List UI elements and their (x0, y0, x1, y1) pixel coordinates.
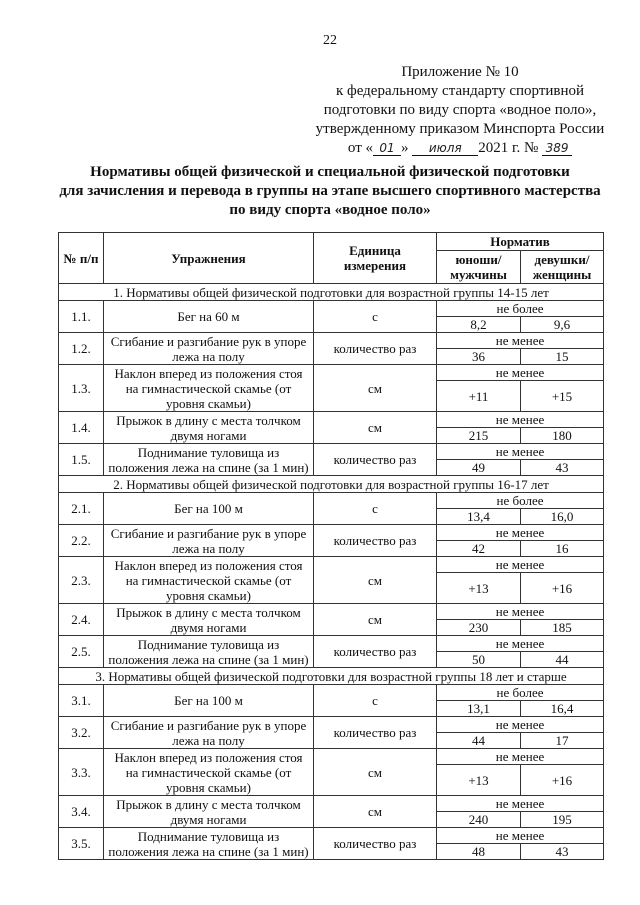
exercise-name: Бег на 60 м (104, 301, 314, 333)
section-row (59, 668, 604, 685)
unit: количество раз (314, 525, 437, 557)
header-female: девушки/ женщины (521, 251, 604, 284)
unit: с (314, 301, 437, 333)
female-value: +16 (521, 765, 604, 796)
unit: см (314, 604, 437, 636)
date-mid: » (401, 140, 409, 156)
unit: с (314, 685, 437, 717)
female-value: 17 (521, 733, 604, 749)
male-value: 215 (437, 428, 521, 444)
row-number: 3.5. (59, 828, 104, 860)
female-value: 9,6 (521, 317, 604, 333)
table-row (59, 444, 604, 460)
row-number: 3.4. (59, 796, 104, 828)
exercise-name: Прыжок в длину с места толчком двумя ногами (104, 796, 314, 828)
appendix-line-2: к федеральному стандарту спортивной (335, 83, 585, 99)
row-number: 2.1. (59, 493, 104, 525)
female-value: 44 (521, 652, 604, 668)
section-title: 3. Нормативы общей физической подготовки для возрастной группы 18 лет и старше (59, 668, 604, 685)
title-line-3: по виду спорта «водное поло» (229, 202, 431, 218)
appendix-line-3: подготовки по виду спорта «водное поло», (323, 102, 597, 118)
exercise-name: Наклон вперед из положения стоя на гимнастической скамье (от уровня скамьи) (104, 749, 314, 796)
condition: не менее (437, 796, 604, 812)
date-prefix: от « (347, 140, 374, 156)
condition: не менее (437, 525, 604, 541)
appendix-date-line (300, 139, 620, 158)
condition: не менее (437, 828, 604, 844)
row-number: 1.4. (59, 412, 104, 444)
male-value: 42 (437, 541, 521, 557)
condition: не более (437, 685, 604, 701)
exercise-name: Бег на 100 м (104, 493, 314, 525)
male-value: 230 (437, 620, 521, 636)
document-title (40, 163, 620, 220)
table-row (59, 828, 604, 844)
row-number: 2.3. (59, 557, 104, 604)
appendix-line-4: утвержденному приказом Минспорта России (315, 121, 605, 137)
handwritten-order-number: 389 (542, 141, 572, 156)
table-row (59, 301, 604, 317)
condition: не менее (437, 636, 604, 652)
exercise-name: Сгибание и разгибание рук в упоре лежа на полу (104, 525, 314, 557)
header-male: юноши/ мужчины (437, 251, 521, 284)
section-title: 1. Нормативы общей физической подготовки для возрастной группы 14-15 лет (59, 284, 604, 301)
unit: с (314, 493, 437, 525)
exercise-name: Поднимание туловища из положения лежа на спине (за 1 мин) (104, 444, 314, 476)
row-number: 1.1. (59, 301, 104, 333)
unit: количество раз (314, 828, 437, 860)
condition: не более (437, 301, 604, 317)
table-row (59, 717, 604, 733)
norms-body (59, 284, 604, 860)
exercise-name: Прыжок в длину с места толчком двумя ногами (104, 412, 314, 444)
exercise-name: Наклон вперед из положения стоя на гимнастической скамье (от уровня скамьи) (104, 365, 314, 412)
unit: количество раз (314, 636, 437, 668)
male-value: +13 (437, 765, 521, 796)
year-text: 2021 г. № (478, 140, 539, 156)
female-value: 15 (521, 349, 604, 365)
male-value: 36 (437, 349, 521, 365)
female-value: 16 (521, 541, 604, 557)
table-row (59, 636, 604, 652)
table-row (59, 493, 604, 509)
male-value: 13,4 (437, 509, 521, 525)
condition: не менее (437, 412, 604, 428)
female-value: +15 (521, 381, 604, 412)
norms-table (58, 232, 604, 860)
unit: см (314, 749, 437, 796)
male-value: 50 (437, 652, 521, 668)
male-value: 44 (437, 733, 521, 749)
table-row (59, 365, 604, 381)
table-row (59, 557, 604, 573)
table-row (59, 412, 604, 428)
exercise-name: Прыжок в длину с места толчком двумя ногами (104, 604, 314, 636)
female-value: 16,4 (521, 701, 604, 717)
condition: не менее (437, 333, 604, 349)
condition: не менее (437, 557, 604, 573)
table-row (59, 749, 604, 765)
section-row (59, 476, 604, 493)
unit: см (314, 557, 437, 604)
header-num: № п/п (59, 233, 104, 284)
row-number: 1.2. (59, 333, 104, 365)
unit: количество раз (314, 717, 437, 749)
female-value: 16,0 (521, 509, 604, 525)
unit: количество раз (314, 333, 437, 365)
table-row (59, 604, 604, 620)
exercise-name: Бег на 100 м (104, 685, 314, 717)
exercise-name: Сгибание и разгибание рук в упоре лежа на полу (104, 717, 314, 749)
section-row (59, 284, 604, 301)
female-value: 185 (521, 620, 604, 636)
header-exercise: Упражнения (104, 233, 314, 284)
row-number: 3.2. (59, 717, 104, 749)
table-row (59, 685, 604, 701)
header-norm: Норматив (437, 233, 604, 251)
male-value: 48 (437, 844, 521, 860)
male-value: +11 (437, 381, 521, 412)
title-line-2: для зачисления и перевода в группы на этапе высшего спортивного мастерства (59, 183, 601, 199)
appendix-line-1: Приложение № 10 (401, 64, 519, 80)
female-value: +16 (521, 573, 604, 604)
appendix-header (300, 63, 620, 158)
row-number: 1.3. (59, 365, 104, 412)
male-value: 8,2 (437, 317, 521, 333)
condition: не менее (437, 365, 604, 381)
male-value: 240 (437, 812, 521, 828)
condition: не более (437, 493, 604, 509)
exercise-name: Наклон вперед из положения стоя на гимнастической скамье (от уровня скамьи) (104, 557, 314, 604)
exercise-name: Поднимание туловища из положения лежа на спине (за 1 мин) (104, 636, 314, 668)
condition: не менее (437, 749, 604, 765)
handwritten-day: 01 (373, 141, 401, 156)
exercise-name: Поднимание туловища из положения лежа на спине (за 1 мин) (104, 828, 314, 860)
unit: количество раз (314, 444, 437, 476)
condition: не менее (437, 444, 604, 460)
table-row (59, 796, 604, 812)
unit: см (314, 796, 437, 828)
row-number: 3.1. (59, 685, 104, 717)
female-value: 43 (521, 844, 604, 860)
header-unit: Единица измерения (314, 233, 437, 284)
male-value: 49 (437, 460, 521, 476)
female-value: 180 (521, 428, 604, 444)
condition: не менее (437, 717, 604, 733)
unit: см (314, 365, 437, 412)
handwritten-month: июля (412, 141, 478, 156)
row-number: 2.4. (59, 604, 104, 636)
male-value: 13,1 (437, 701, 521, 717)
row-number: 1.5. (59, 444, 104, 476)
female-value: 195 (521, 812, 604, 828)
table-row (59, 333, 604, 349)
exercise-name: Сгибание и разгибание рук в упоре лежа на полу (104, 333, 314, 365)
section-title: 2. Нормативы общей физической подготовки для возрастной группы 16-17 лет (59, 476, 604, 493)
title-line-1: Нормативы общей физической и специальной физической подготовки (90, 164, 570, 180)
table-row (59, 525, 604, 541)
condition: не менее (437, 604, 604, 620)
unit: см (314, 412, 437, 444)
page-number: 22 (323, 33, 337, 48)
male-value: +13 (437, 573, 521, 604)
row-number: 2.2. (59, 525, 104, 557)
row-number: 3.3. (59, 749, 104, 796)
row-number: 2.5. (59, 636, 104, 668)
female-value: 43 (521, 460, 604, 476)
